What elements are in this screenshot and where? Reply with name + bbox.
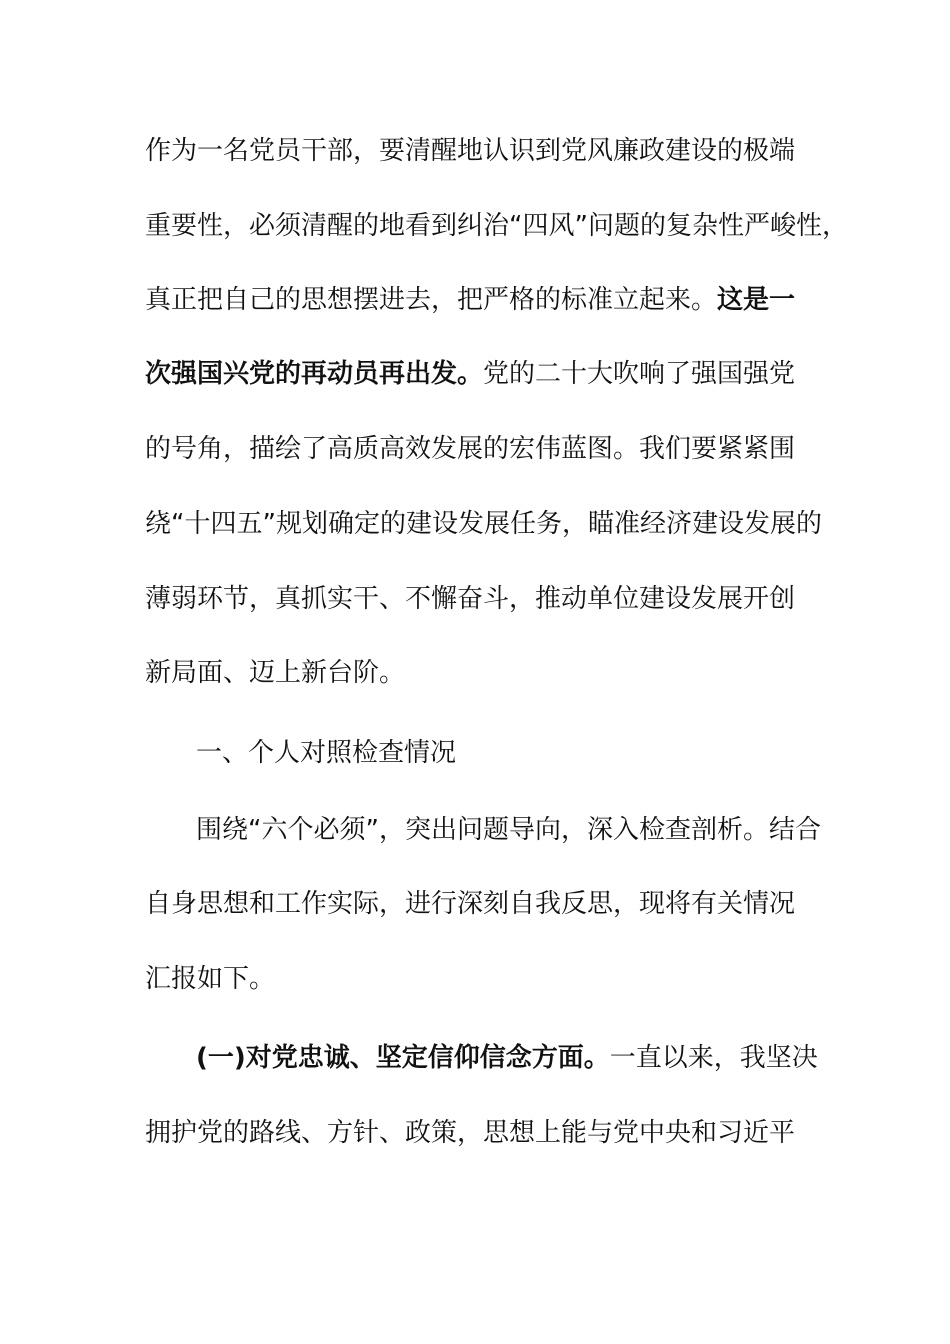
- paragraph-line-7: 薄弱环节，真抓实干、不懈奋斗，推动单位建设发展开创: [145, 584, 796, 614]
- paragraph-line-14: 拥护党的路线、方针、政策，思想上能与党中央和习近平: [145, 1118, 796, 1148]
- subheading-text: (一)对党忠诚、坚定信仰信念方面。: [196, 1043, 610, 1073]
- bold-text: 这是一: [717, 285, 796, 315]
- paragraph-line-5: 的号角，描绘了高质高效发展的宏伟蓝图。我们要紧紧围: [145, 434, 796, 464]
- paragraph-line-10: 围绕“六个必须”，突出问题导向，深入检查剖析。结合: [196, 815, 821, 845]
- paragraph-line-1: 作为一名党员干部，要清醒地认识到党风廉政建设的极端: [145, 136, 796, 166]
- normal-text: 一直以来，我坚决: [609, 1043, 818, 1073]
- paragraph-line-8: 新局面、迈上新台阶。: [145, 658, 406, 688]
- paragraph-line-3: [145, 284, 795, 316]
- paragraph-line-6: 绕“十四五”规划确定的建设发展任务，瞄准经济建设发展的: [145, 509, 822, 539]
- section-heading: 一、个人对照检查情况: [196, 738, 457, 768]
- paragraph-line-13: [196, 1042, 818, 1074]
- paragraph-line-12: 汇报如下。: [145, 964, 276, 994]
- normal-text: 党的二十大吹响了强国强党: [483, 359, 796, 389]
- paragraph-line-11: 自身思想和工作实际，进行深刻自我反思，现将有关情况: [145, 889, 796, 919]
- bold-text: 次强国兴党的再动员再出发。: [145, 359, 484, 389]
- paragraph-line-2: 重要性，必须清醒的地看到纠治“四风”问题的复杂性严峻性，: [145, 211, 848, 241]
- normal-text: 真正把自己的思想摆进去，把严格的标准立起来。: [145, 285, 718, 315]
- paragraph-line-4: [145, 358, 795, 390]
